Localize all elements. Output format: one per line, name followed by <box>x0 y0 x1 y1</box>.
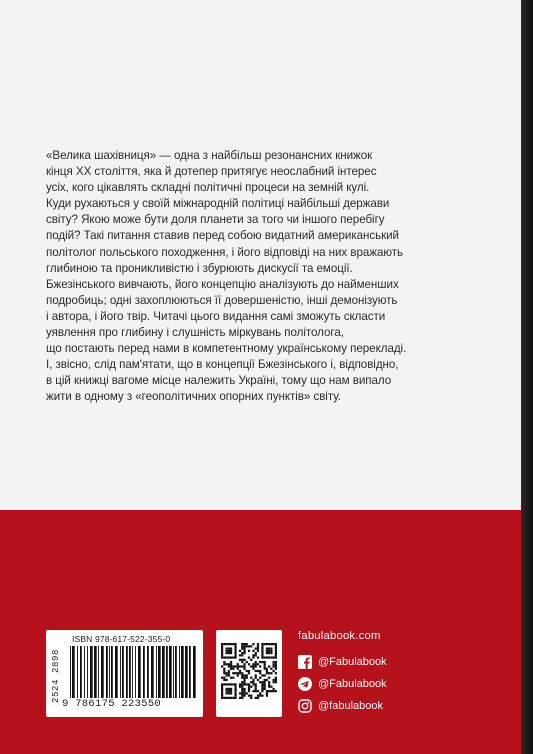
blurb-line: уявлення про глибину і слушність міркувань політолога, <box>46 326 344 340</box>
qr-code[interactable] <box>216 630 282 717</box>
instagram-icon <box>298 699 312 713</box>
website-link[interactable]: fabulabook.com <box>298 630 381 642</box>
instagram-link[interactable] <box>298 695 498 717</box>
isbn-number: ISBN 978-617-522-355-0 <box>72 634 171 644</box>
blurb-line: кінця ХХ століття, яка й дотепер притягує неослабний інтерес <box>46 165 377 179</box>
blurb-line: політолог польського походження, і його відповіді на них вражають <box>46 245 403 259</box>
telegram-link[interactable] <box>298 673 498 695</box>
blurb-line: і автора, і його твір. Читачі цього видання самі зможуть скласти <box>46 309 386 323</box>
blurb-text <box>46 148 478 406</box>
blurb-line: «Велика шахівниця» — одна з найбільш резонансних книжок <box>46 149 373 162</box>
blurb-line: усіх, кого цікавлять складні політичні процеси на земній кулі. <box>46 181 370 195</box>
blurb-line: жити в одному з «геополітичних опорних пунктів» світу. <box>46 390 341 404</box>
publisher-contacts <box>298 630 498 717</box>
barcode-digits: 9 786175 223550 <box>62 698 162 710</box>
blurb-line: Куди рухаються у своїй міжнародній політиці найбільші держави <box>46 197 390 211</box>
blurb-line: в цій книжці вагоме місце належить Україні, тому що нам випало <box>46 374 392 388</box>
blurb-line: світу? Якою може бути доля планети за того чи іншого перебігу <box>46 213 385 227</box>
facebook-link[interactable] <box>298 651 498 673</box>
blurb-line: глибиною та проникливістю і збурюють дискусії та емоції. <box>46 261 353 275</box>
blurb-line: що постають перед нами в компетентному українському перекладі. <box>46 342 407 356</box>
telegram-handle: @Fabulabook <box>318 678 387 690</box>
facebook-handle: @Fabulabook <box>318 656 387 668</box>
qr-code-icon <box>221 643 277 699</box>
blurb-line: Бжезінського вивчають, його концепцію аналізують до найменших <box>46 277 399 291</box>
book-edge <box>521 0 533 754</box>
instagram-handle: @fabulabook <box>318 700 383 712</box>
barcode-label <box>46 630 203 717</box>
barcode-icon <box>68 646 198 698</box>
facebook-icon <box>298 655 312 669</box>
barcode-side-digits: 2524 2898 <box>51 648 62 704</box>
blurb-line: І, звісно, слід пам'ятати, що в концепції Бжезінського і, відповідно, <box>46 358 399 372</box>
blurb-line: подій? Такі питання ставив перед собою видатний американський <box>46 229 399 243</box>
blurb-line: подробиць; одні захоплюються її довершеністю, інші демонізують <box>46 293 398 307</box>
telegram-icon <box>298 677 312 691</box>
